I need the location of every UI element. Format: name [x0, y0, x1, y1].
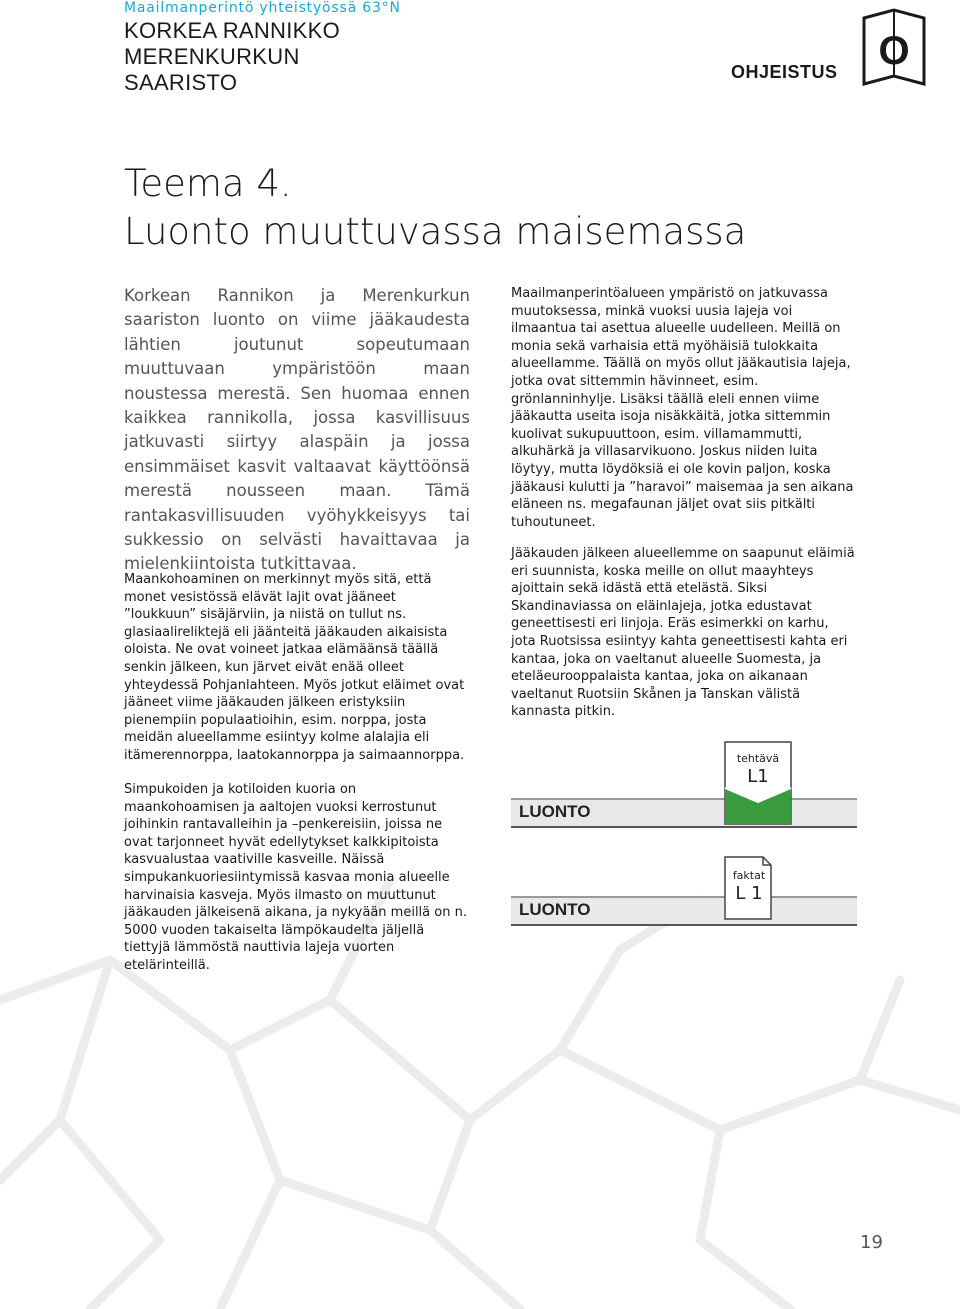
resource-bar-label: LUONTO — [519, 900, 591, 919]
task-code: L1 — [747, 766, 769, 787]
body-paragraph: Maankohoaminen on merkinnyt myös sitä, että monet vesistössä elävät lajit ovat jääneet ”loukkuun” sisäjärviin, ja niistä on tullut ns. glasiaalireliktejä eli jäänteitä jääkauden aikaisista oloista. Ne ovat voineet jatkaa elämäänsä täällä senkin jälkeen, kun järvet eivät enää olleet yhteydessä Pohjanlahteen. Myös jotkut eläimet ovat jääneet viime jääkauden jälkeen eristyksiin pienempiin populaatioihin, esim. norppa, josta meidän alueellamme esiintyy kolme alalajia eli itämerennorppa, laatokannorppa ja saimaannorppa. — [124, 572, 465, 763]
heading-line: Teema 4. — [124, 162, 292, 205]
header-subtitle: Maailmanperintö yhteistyössä 63°N — [124, 0, 401, 16]
section-label: OHJEISTUS — [731, 62, 838, 82]
resource-bar-luonto[interactable] — [511, 798, 857, 828]
body-paragraph: Maailmanperintöalueen ympäristö on jatkuvassa muutoksessa, minkä vuoksi uusia lajeja voi ilmaantua tai asettua alueelle uudelleen. Meillä on monia sekä varhaisia että myöhäisiä tulokkaita alueellamme. Täällä on myös ollut jääkautisia lajeja, jotka ovat sittemmin hävinneet, esim. grönlanninhylje. Lisäksi täällä eleli ennen viime jääkautta useita isoja nisäkkäitä, jotka sittemmin kuolivat sukupuuttoon, esim. villamammutti, alkuhärkä ja villasarvikuono. Joskus niiden luita löytyy, mutta löydöksiä ei ole kovin paljon, koska jääkausi kulutti ja ”haravoi” maisemaa ja sen aikana eläneen ns. megafaunan jäljet ovat siis pitkälti tuhoutuneet. — [511, 286, 854, 530]
section-icon-letter: O — [878, 29, 910, 73]
intro-paragraph: Korkean Rannikon ja Merenkurkun saariston luonto on viime jääkaudesta lähtien joutunut sopeutumaan muuttuvaan ympäristöön maan noustessa merestä. Sen huomaa ennen kaikkea rannikolla, jossa kasvillisuus jatkuvasti siirtyy alaspäin ja jossa ensimmäiset kasvit valtaavat käyttöönsä merestä nousseen maan. Tämä rantakasvillisuuden vyöhykkeisyys tai sukkessio on selvästi havaittavaa ja mielenkiintoista tutkittavaa. — [124, 286, 470, 574]
header-title-line: KORKEA RANNIKKO — [124, 18, 341, 43]
resource-bar-label: LUONTO — [519, 802, 591, 821]
facts-code: L 1 — [735, 883, 763, 904]
header-title — [124, 18, 340, 96]
heading-line: Luonto muuttuvassa maisemassa — [124, 210, 747, 253]
header-title-line: SAARISTO — [124, 70, 238, 95]
facts-label: faktat — [732, 869, 766, 882]
booklet-icon — [860, 6, 928, 88]
body-paragraph: Simpukoiden ja kotiloiden kuoria on maankohoamisen ja aaltojen vuoksi kerrostunut joihinkin rantavalleihin ja –penkereisiin, joissa ne ovat tarjonneet hyvät edellytykset kalkkipitoista kasvualustaa vaativille kasveille. Näissä simpukankuoriesiintymissä kasvaa monia alueelle harvinaisia kasveja. Myös ilmasto on muuttunut jääkauden jälkeisenä aikana, ja nykyään meillä on n. 5000 vuoden takaiselta lämpökaudelta jäljellä tiettyjä lämmöstä nauttivia lajeja vuorten etelärinteillä. — [124, 782, 467, 973]
header-title-line: MERENKURKUN — [124, 44, 300, 69]
page-number: 19 — [860, 1232, 883, 1253]
page-heading — [124, 160, 746, 256]
body-paragraph: Jääkauden jälkeen alueellemme on saapunut eläimiä eri suunnista, koska meille on ollut maayhteys ajoittain sekä idästä että etelästä. Siksi Skandinaviassa on eläinlajeja, jotka edustavat geneettisesti eri linjoja. Eräs esimerkki on karhu, jota Ruotsissa esiintyy kahta geneettisesti kahta eri kantaa, joka on vaeltanut alueelle Suomesta, ja eteläeurooppalaista kantaa, joka on aikanaan vaeltanut Ruotsiin Skånen ja Tanskan välistä kannasta pitkin. — [511, 546, 855, 720]
resource-bar-luonto[interactable] — [511, 896, 857, 926]
task-label: tehtävä — [736, 752, 780, 765]
